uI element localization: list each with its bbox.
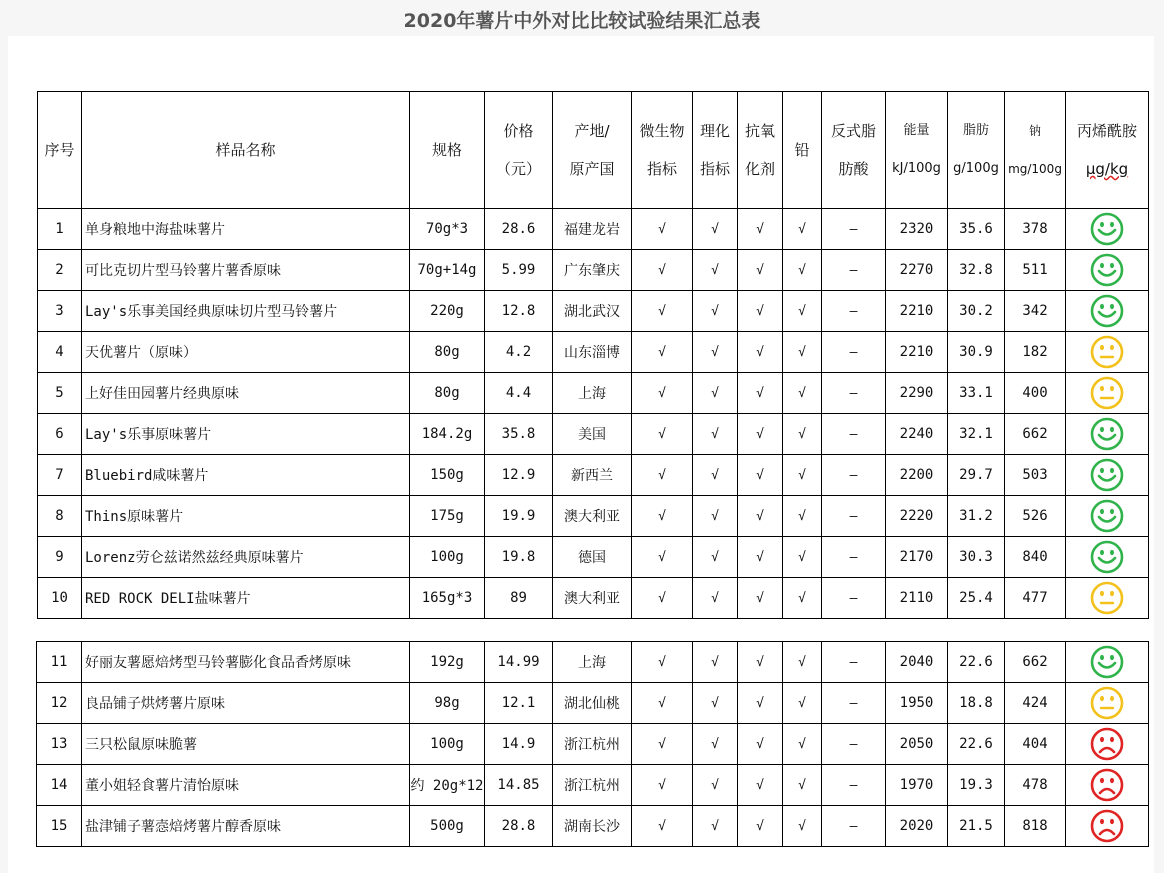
cell-micro: √ bbox=[632, 578, 693, 619]
cell-price: 35.8 bbox=[485, 414, 553, 455]
cell-acrylamide-rating bbox=[1066, 291, 1149, 332]
cell-price: 4.4 bbox=[485, 373, 553, 414]
cell-physchem: √ bbox=[693, 806, 738, 847]
table-row bbox=[37, 683, 1149, 724]
header-acrylamide: 丙烯酰胺 μg/kg bbox=[1066, 92, 1149, 209]
cell-sodium: 662 bbox=[1005, 414, 1066, 455]
cell-fat: 35.6 bbox=[948, 209, 1005, 250]
cell-micro: √ bbox=[632, 455, 693, 496]
cell-physchem: √ bbox=[693, 373, 738, 414]
cell-energy: 2020 bbox=[886, 806, 948, 847]
cell-trans: — bbox=[822, 806, 886, 847]
cell-lead: √ bbox=[783, 537, 822, 578]
table-row bbox=[38, 578, 1149, 619]
cell-origin: 湖北仙桃 bbox=[553, 683, 632, 724]
cell-lead: √ bbox=[783, 578, 822, 619]
cell-spec: 约 20g*12 bbox=[410, 765, 485, 806]
cell-index: 8 bbox=[38, 496, 82, 537]
cell-price: 19.9 bbox=[485, 496, 553, 537]
cell-acrylamide-rating bbox=[1066, 642, 1149, 683]
cell-antiox: √ bbox=[738, 765, 783, 806]
cell-spec: 70g*3 bbox=[410, 209, 485, 250]
cell-spec: 220g bbox=[410, 291, 485, 332]
cell-sodium: 400 bbox=[1005, 373, 1066, 414]
cell-acrylamide-rating bbox=[1066, 683, 1149, 724]
cell-acrylamide-rating bbox=[1066, 209, 1149, 250]
rating-bad-icon bbox=[1090, 809, 1124, 843]
cell-origin: 湖南长沙 bbox=[553, 806, 632, 847]
cell-spec: 100g bbox=[410, 724, 485, 765]
rating-good-icon bbox=[1090, 540, 1124, 574]
header-index: 序号 bbox=[38, 92, 82, 209]
cell-micro: √ bbox=[632, 373, 693, 414]
cell-energy: 2040 bbox=[886, 642, 948, 683]
cell-spec: 98g bbox=[410, 683, 485, 724]
cell-fat: 30.2 bbox=[948, 291, 1005, 332]
cell-lead: √ bbox=[783, 496, 822, 537]
cell-spec: 500g bbox=[410, 806, 485, 847]
rating-good-icon bbox=[1090, 645, 1124, 679]
rating-bad-icon bbox=[1090, 768, 1124, 802]
cell-antiox: √ bbox=[738, 373, 783, 414]
cell-spec: 165g*3 bbox=[410, 578, 485, 619]
header-row bbox=[38, 92, 1149, 209]
cell-trans: — bbox=[822, 455, 886, 496]
cell-energy: 2290 bbox=[886, 373, 948, 414]
cell-name: 盐津铺子薯悫焙烤薯片醇香原味 bbox=[82, 806, 410, 847]
header-origin: 产地/ 原产国 bbox=[553, 92, 632, 209]
header-physchem: 理化 指标 bbox=[693, 92, 738, 209]
cell-physchem: √ bbox=[693, 683, 738, 724]
cell-spec: 184.2g bbox=[410, 414, 485, 455]
cell-lead: √ bbox=[783, 209, 822, 250]
cell-sodium: 424 bbox=[1005, 683, 1066, 724]
rating-neutral-icon bbox=[1090, 335, 1124, 369]
cell-index: 3 bbox=[38, 291, 82, 332]
cell-name: Lay's乐事原味薯片 bbox=[82, 414, 410, 455]
cell-physchem: √ bbox=[693, 250, 738, 291]
cell-price: 4.2 bbox=[485, 332, 553, 373]
cell-antiox: √ bbox=[738, 537, 783, 578]
rating-good-icon bbox=[1090, 212, 1124, 246]
cell-acrylamide-rating bbox=[1066, 455, 1149, 496]
cell-acrylamide-rating bbox=[1066, 414, 1149, 455]
cell-micro: √ bbox=[632, 332, 693, 373]
table-row bbox=[37, 765, 1149, 806]
cell-trans: — bbox=[822, 683, 886, 724]
cell-index: 1 bbox=[38, 209, 82, 250]
cell-acrylamide-rating bbox=[1066, 724, 1149, 765]
cell-name: 三只松鼠原味脆薯 bbox=[82, 724, 410, 765]
rating-neutral-icon bbox=[1090, 376, 1124, 410]
cell-origin: 德国 bbox=[553, 537, 632, 578]
cell-micro: √ bbox=[632, 250, 693, 291]
cell-antiox: √ bbox=[738, 250, 783, 291]
cell-origin: 浙江杭州 bbox=[553, 724, 632, 765]
cell-sodium: 511 bbox=[1005, 250, 1066, 291]
page-title: 2020年薯片中外对比比较试验结果汇总表 bbox=[403, 10, 761, 32]
rating-neutral-icon bbox=[1090, 581, 1124, 615]
cell-fat: 30.3 bbox=[948, 537, 1005, 578]
cell-name: 好丽友薯愿焙烤型马铃薯膨化食品香烤原味 bbox=[82, 642, 410, 683]
table-row bbox=[38, 373, 1149, 414]
cell-lead: √ bbox=[783, 724, 822, 765]
table-row bbox=[38, 455, 1149, 496]
cell-energy: 2210 bbox=[886, 291, 948, 332]
table-row bbox=[38, 414, 1149, 455]
cell-trans: — bbox=[822, 291, 886, 332]
rating-good-icon bbox=[1090, 417, 1124, 451]
cell-trans: — bbox=[822, 537, 886, 578]
cell-antiox: √ bbox=[738, 578, 783, 619]
cell-acrylamide-rating bbox=[1066, 250, 1149, 291]
results-table-continued bbox=[36, 641, 1149, 847]
cell-origin: 上海 bbox=[553, 373, 632, 414]
cell-fat: 32.8 bbox=[948, 250, 1005, 291]
cell-price: 89 bbox=[485, 578, 553, 619]
cell-lead: √ bbox=[783, 765, 822, 806]
cell-lead: √ bbox=[783, 455, 822, 496]
header-trans: 反式脂 肪酸 bbox=[822, 92, 886, 209]
cell-physchem: √ bbox=[693, 724, 738, 765]
cell-micro: √ bbox=[632, 414, 693, 455]
results-table bbox=[37, 91, 1149, 619]
cell-trans: — bbox=[822, 496, 886, 537]
cell-sodium: 182 bbox=[1005, 332, 1066, 373]
cell-spec: 150g bbox=[410, 455, 485, 496]
cell-name: 董小姐轻食薯片清怡原味 bbox=[82, 765, 410, 806]
cell-antiox: √ bbox=[738, 496, 783, 537]
cell-energy: 2200 bbox=[886, 455, 948, 496]
cell-physchem: √ bbox=[693, 765, 738, 806]
table-row bbox=[38, 209, 1149, 250]
cell-trans: — bbox=[822, 642, 886, 683]
cell-fat: 25.4 bbox=[948, 578, 1005, 619]
cell-name: 上好佳田园薯片经典原味 bbox=[82, 373, 410, 414]
cell-price: 12.9 bbox=[485, 455, 553, 496]
cell-energy: 2170 bbox=[886, 537, 948, 578]
cell-acrylamide-rating bbox=[1066, 496, 1149, 537]
cell-lead: √ bbox=[783, 373, 822, 414]
header-sodium: 钠 mg/100g bbox=[1005, 92, 1066, 209]
cell-name: 良品铺子烘烤薯片原味 bbox=[82, 683, 410, 724]
cell-antiox: √ bbox=[738, 332, 783, 373]
cell-origin: 澳大利亚 bbox=[553, 578, 632, 619]
cell-acrylamide-rating bbox=[1066, 806, 1149, 847]
cell-fat: 29.7 bbox=[948, 455, 1005, 496]
cell-trans: — bbox=[822, 765, 886, 806]
cell-fat: 21.5 bbox=[948, 806, 1005, 847]
cell-antiox: √ bbox=[738, 455, 783, 496]
cell-sodium: 404 bbox=[1005, 724, 1066, 765]
cell-index: 11 bbox=[37, 642, 82, 683]
header-antiox: 抗氧 化剂 bbox=[738, 92, 783, 209]
cell-micro: √ bbox=[632, 291, 693, 332]
cell-origin: 湖北武汉 bbox=[553, 291, 632, 332]
cell-acrylamide-rating bbox=[1066, 332, 1149, 373]
cell-micro: √ bbox=[632, 724, 693, 765]
cell-physchem: √ bbox=[693, 642, 738, 683]
table-row bbox=[38, 496, 1149, 537]
cell-origin: 浙江杭州 bbox=[553, 765, 632, 806]
rating-good-icon bbox=[1090, 458, 1124, 492]
cell-energy: 1970 bbox=[886, 765, 948, 806]
rating-neutral-icon bbox=[1090, 686, 1124, 720]
cell-name: RED ROCK DELI盐味薯片 bbox=[82, 578, 410, 619]
cell-micro: √ bbox=[632, 683, 693, 724]
cell-price: 14.85 bbox=[485, 765, 553, 806]
cell-price: 28.8 bbox=[485, 806, 553, 847]
cell-trans: — bbox=[822, 250, 886, 291]
table-row bbox=[37, 642, 1149, 683]
cell-price: 12.8 bbox=[485, 291, 553, 332]
cell-micro: √ bbox=[632, 765, 693, 806]
cell-lead: √ bbox=[783, 683, 822, 724]
cell-fat: 33.1 bbox=[948, 373, 1005, 414]
cell-spec: 70g+14g bbox=[410, 250, 485, 291]
cell-sodium: 503 bbox=[1005, 455, 1066, 496]
cell-price: 28.6 bbox=[485, 209, 553, 250]
table-body bbox=[38, 209, 1149, 619]
rating-good-icon bbox=[1090, 294, 1124, 328]
cell-energy: 2110 bbox=[886, 578, 948, 619]
cell-lead: √ bbox=[783, 642, 822, 683]
cell-lead: √ bbox=[783, 250, 822, 291]
cell-spec: 192g bbox=[410, 642, 485, 683]
cell-spec: 100g bbox=[410, 537, 485, 578]
cell-lead: √ bbox=[783, 291, 822, 332]
cell-energy: 2220 bbox=[886, 496, 948, 537]
cell-micro: √ bbox=[632, 209, 693, 250]
cell-name: 可比克切片型马铃薯片薯香原味 bbox=[82, 250, 410, 291]
rating-good-icon bbox=[1090, 253, 1124, 287]
cell-trans: — bbox=[822, 209, 886, 250]
cell-origin: 澳大利亚 bbox=[553, 496, 632, 537]
cell-antiox: √ bbox=[738, 683, 783, 724]
cell-index: 4 bbox=[38, 332, 82, 373]
table-row bbox=[37, 806, 1149, 847]
cell-name: Lorenz劳仑兹诺然兹经典原味薯片 bbox=[82, 537, 410, 578]
cell-micro: √ bbox=[632, 642, 693, 683]
cell-name: Bluebird咸味薯片 bbox=[82, 455, 410, 496]
cell-index: 7 bbox=[38, 455, 82, 496]
cell-index: 10 bbox=[38, 578, 82, 619]
cell-name: 天优薯片（原味） bbox=[82, 332, 410, 373]
cell-index: 15 bbox=[37, 806, 82, 847]
cell-index: 13 bbox=[37, 724, 82, 765]
header-spec: 规格 bbox=[410, 92, 485, 209]
cell-sodium: 662 bbox=[1005, 642, 1066, 683]
cell-energy: 2240 bbox=[886, 414, 948, 455]
cell-name: Lay's乐事美国经典原味切片型马铃薯片 bbox=[82, 291, 410, 332]
cell-energy: 2270 bbox=[886, 250, 948, 291]
cell-spec: 80g bbox=[410, 332, 485, 373]
cell-sodium: 378 bbox=[1005, 209, 1066, 250]
cell-sodium: 818 bbox=[1005, 806, 1066, 847]
cell-sodium: 477 bbox=[1005, 578, 1066, 619]
cell-index: 2 bbox=[38, 250, 82, 291]
cell-price: 14.99 bbox=[485, 642, 553, 683]
cell-physchem: √ bbox=[693, 291, 738, 332]
cell-name: Thins原味薯片 bbox=[82, 496, 410, 537]
cell-energy: 2050 bbox=[886, 724, 948, 765]
cell-physchem: √ bbox=[693, 496, 738, 537]
rating-good-icon bbox=[1090, 499, 1124, 533]
cell-physchem: √ bbox=[693, 455, 738, 496]
table-row bbox=[38, 332, 1149, 373]
cell-sodium: 526 bbox=[1005, 496, 1066, 537]
table-row bbox=[38, 291, 1149, 332]
cell-micro: √ bbox=[632, 496, 693, 537]
cell-antiox: √ bbox=[738, 724, 783, 765]
cell-physchem: √ bbox=[693, 537, 738, 578]
cell-origin: 广东肇庆 bbox=[553, 250, 632, 291]
cell-fat: 22.6 bbox=[948, 724, 1005, 765]
cell-physchem: √ bbox=[693, 209, 738, 250]
cell-lead: √ bbox=[783, 414, 822, 455]
header-micro: 微生物 指标 bbox=[632, 92, 693, 209]
cell-trans: — bbox=[822, 332, 886, 373]
header-price: 价格 （元） bbox=[485, 92, 553, 209]
cell-energy: 2320 bbox=[886, 209, 948, 250]
cell-trans: — bbox=[822, 724, 886, 765]
cell-origin: 新西兰 bbox=[553, 455, 632, 496]
cell-lead: √ bbox=[783, 806, 822, 847]
cell-micro: √ bbox=[632, 806, 693, 847]
cell-spec: 80g bbox=[410, 373, 485, 414]
cell-fat: 30.9 bbox=[948, 332, 1005, 373]
cell-acrylamide-rating bbox=[1066, 765, 1149, 806]
cell-index: 14 bbox=[37, 765, 82, 806]
header-energy: 能量 kJ/100g bbox=[886, 92, 948, 209]
cell-physchem: √ bbox=[693, 414, 738, 455]
cell-antiox: √ bbox=[738, 209, 783, 250]
cell-index: 5 bbox=[38, 373, 82, 414]
cell-name: 单身粮地中海盐味薯片 bbox=[82, 209, 410, 250]
header-name: 样品名称 bbox=[82, 92, 410, 209]
table-body-continued bbox=[37, 642, 1149, 847]
cell-acrylamide-rating bbox=[1066, 537, 1149, 578]
cell-antiox: √ bbox=[738, 806, 783, 847]
cell-spec: 175g bbox=[410, 496, 485, 537]
cell-price: 12.1 bbox=[485, 683, 553, 724]
cell-origin: 福建龙岩 bbox=[553, 209, 632, 250]
table-row bbox=[38, 250, 1149, 291]
cell-price: 19.8 bbox=[485, 537, 553, 578]
cell-physchem: √ bbox=[693, 332, 738, 373]
cell-trans: — bbox=[822, 373, 886, 414]
cell-acrylamide-rating bbox=[1066, 373, 1149, 414]
cell-fat: 31.2 bbox=[948, 496, 1005, 537]
cell-energy: 2210 bbox=[886, 332, 948, 373]
cell-origin: 上海 bbox=[553, 642, 632, 683]
cell-antiox: √ bbox=[738, 414, 783, 455]
cell-physchem: √ bbox=[693, 578, 738, 619]
cell-acrylamide-rating bbox=[1066, 578, 1149, 619]
cell-lead: √ bbox=[783, 332, 822, 373]
cell-fat: 19.3 bbox=[948, 765, 1005, 806]
cell-index: 9 bbox=[38, 537, 82, 578]
cell-trans: — bbox=[822, 414, 886, 455]
cell-energy: 1950 bbox=[886, 683, 948, 724]
cell-price: 5.99 bbox=[485, 250, 553, 291]
cell-sodium: 478 bbox=[1005, 765, 1066, 806]
cell-price: 14.9 bbox=[485, 724, 553, 765]
cell-micro: √ bbox=[632, 537, 693, 578]
cell-sodium: 840 bbox=[1005, 537, 1066, 578]
header-lead: 铅 bbox=[783, 92, 822, 209]
cell-origin: 山东淄博 bbox=[553, 332, 632, 373]
cell-fat: 18.8 bbox=[948, 683, 1005, 724]
cell-sodium: 342 bbox=[1005, 291, 1066, 332]
cell-antiox: √ bbox=[738, 291, 783, 332]
table-row bbox=[37, 724, 1149, 765]
cell-trans: — bbox=[822, 578, 886, 619]
cell-antiox: √ bbox=[738, 642, 783, 683]
header-fat: 脂肪 g/100g bbox=[948, 92, 1005, 209]
rating-bad-icon bbox=[1090, 727, 1124, 761]
table-row bbox=[38, 537, 1149, 578]
cell-origin: 美国 bbox=[553, 414, 632, 455]
cell-index: 6 bbox=[38, 414, 82, 455]
cell-fat: 32.1 bbox=[948, 414, 1005, 455]
cell-fat: 22.6 bbox=[948, 642, 1005, 683]
cell-index: 12 bbox=[37, 683, 82, 724]
